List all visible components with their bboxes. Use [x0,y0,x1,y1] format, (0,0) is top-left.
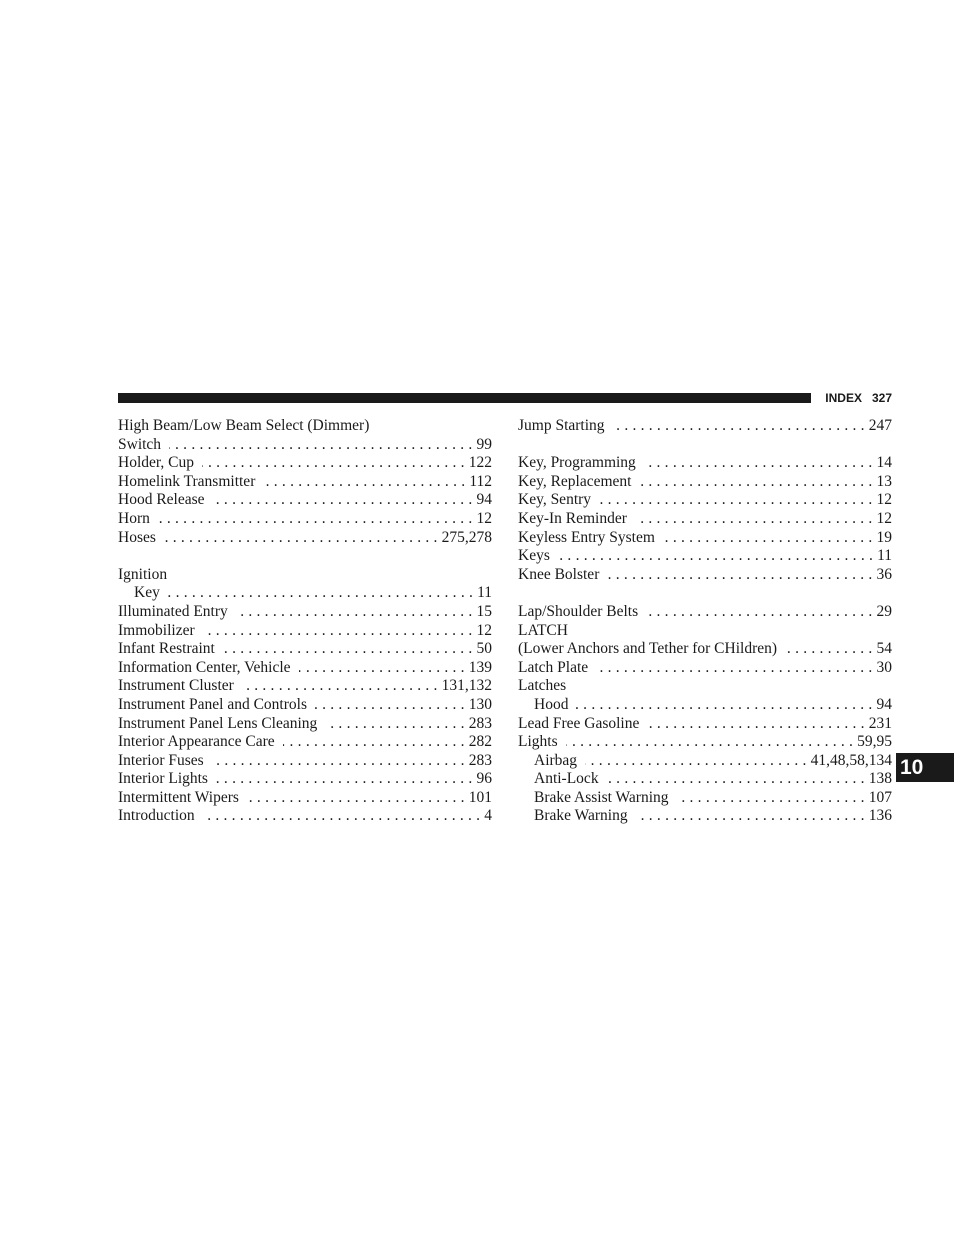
dot-leader [247,789,465,808]
index-entry [518,640,892,659]
index-subentry [518,770,892,789]
dot-leader [566,733,854,752]
entry-label: Brake Warning [534,807,628,825]
index-entry [118,529,492,548]
dot-leader [785,640,872,659]
entry-label: Airbag [534,751,578,769]
entry-label: Interior Appearance Care [118,733,275,751]
index-entry [118,454,492,473]
entry-pages: 139 [468,658,492,676]
index-subentry [118,584,492,603]
index-entry [118,696,492,715]
index-spacer [518,584,892,603]
index-entry [118,677,492,696]
entry-pages: 13 [876,472,892,490]
dot-leader [213,491,473,510]
entry-label: Key [134,584,160,602]
dot-leader [607,770,865,789]
dot-leader [315,696,465,715]
dot-leader [325,715,464,734]
index-entry [118,603,492,622]
entry-label: Latches [518,677,567,695]
index-heading [518,622,892,641]
entry-label: Hood [534,695,569,713]
entry-pages: 14 [876,454,892,472]
entry-pages: 12 [476,509,492,527]
dot-leader [168,584,473,603]
entry-pages: 15 [476,602,492,620]
entry-label: Hood Release [118,491,205,509]
entry-label: Infant Restraint [118,640,215,658]
dot-leader [212,752,465,771]
index-entry [118,436,492,455]
entry-label: Holder, Cup [118,454,195,472]
entry-pages: 122 [468,454,492,472]
dot-leader [644,454,873,473]
index-entry [518,733,892,752]
entry-label: Hoses [118,528,156,546]
entry-label: Introduction [118,807,195,825]
index-entry [118,770,492,789]
dot-leader [299,659,465,678]
dot-leader [647,715,864,734]
entry-label: Homelink Transmitter [118,472,256,490]
dot-leader [635,510,873,529]
entry-label: Lap/Shoulder Belts [518,602,639,620]
entry-label: Lead Free Gasoline [518,714,640,732]
running-header [825,390,892,406]
entry-pages: 36 [876,565,892,583]
entry-pages: 101 [468,788,492,806]
index-entry [118,733,492,752]
dot-leader [216,770,473,789]
entry-label: Anti-Lock [534,770,599,788]
entry-pages: 50 [476,640,492,658]
index-entry [518,417,892,436]
index-entry [518,473,892,492]
entry-pages: 130 [468,695,492,713]
entry-label: Brake Assist Warning [534,788,669,806]
dot-leader [169,436,472,455]
index-entry [518,529,892,548]
entry-pages: 282 [468,733,492,751]
entry-label: Immobilizer [118,621,195,639]
index-entry [118,715,492,734]
entry-pages: 54 [876,640,892,658]
entry-pages: 94 [476,491,492,509]
entry-label: Keys [518,547,550,565]
entry-pages: 41,48,58,134 [810,751,892,769]
index-entry [118,789,492,808]
entry-label: LATCH [518,621,568,639]
entry-label: High Beam/Low Beam Select (Dimmer) [118,417,370,434]
entry-pages: 59,95 [857,733,892,751]
index-subentry [518,807,892,826]
index-entry [118,622,492,641]
index-subentry [518,789,892,808]
entry-pages: 11 [477,584,492,602]
entry-label: Key, Replacement [518,472,632,490]
entry-pages: 94 [876,695,892,713]
dot-leader [236,603,473,622]
entry-pages: 4 [484,807,492,825]
entry-pages: 247 [868,417,892,434]
index-entry [118,640,492,659]
entry-label: Switch [118,435,162,453]
entry-pages: 107 [868,788,892,806]
dot-leader [558,547,873,566]
section-title: INDEX [825,391,862,405]
entry-label: Key-In Reminder [518,509,627,527]
index-entry [118,491,492,510]
dot-leader [202,454,465,473]
dot-leader [585,752,807,771]
dot-leader [636,807,865,826]
entry-label: Keyless Entry System [518,528,655,546]
index-heading [118,566,492,585]
dot-leader [677,789,865,808]
entry-label: Intermittent Wipers [118,788,239,806]
entry-label: Illuminated Entry [118,602,228,620]
index-subentry [518,696,892,715]
dot-leader [596,659,872,678]
entry-label: Key, Programming [518,454,636,472]
index-entry [118,473,492,492]
index-entry [518,547,892,566]
dot-leader [576,696,872,715]
entry-pages: 19 [876,528,892,546]
entry-label: Instrument Panel Lens Cleaning [118,714,318,732]
dot-leader [663,529,873,548]
entry-pages: 12 [876,509,892,527]
entry-pages: 138 [868,770,892,788]
page-number: 327 [871,391,892,405]
entry-pages: 96 [476,770,492,788]
dot-leader [283,733,465,752]
dot-leader [164,529,438,548]
index-column-left [118,417,492,826]
index-heading [118,417,492,436]
index-entry [518,454,892,473]
index-column-right [518,417,892,826]
entry-label: Key, Sentry [518,491,592,509]
entry-label: Instrument Cluster [118,677,234,695]
index-entry [118,807,492,826]
dot-leader [203,622,473,641]
entry-pages: 12 [476,621,492,639]
index-entry [518,603,892,622]
index-spacer [518,436,892,455]
index-heading [518,677,892,696]
entry-label: Interior Fuses [118,751,204,769]
entry-pages: 275,278 [441,528,492,546]
entry-label: Instrument Panel and Controls [118,695,307,713]
entry-label: (Lower Anchors and Tether for CHildren) [518,640,778,658]
dot-leader [613,417,865,436]
index-entry [118,510,492,529]
entry-label: Latch Plate [518,658,589,676]
dot-leader [158,510,473,529]
entry-label: Information Center, Vehicle [118,658,291,676]
dot-leader [203,807,481,826]
index-entry [518,491,892,510]
index-entry [118,659,492,678]
entry-label: Lights [518,733,558,751]
dot-leader [223,640,473,659]
entry-pages: 29 [876,602,892,620]
index-entry [518,566,892,585]
entry-label: Interior Lights [118,770,208,788]
entry-label: Jump Starting [518,417,605,434]
entry-label: Ignition [118,565,168,583]
dot-leader [639,473,872,492]
dot-leader [242,677,438,696]
dot-leader [263,473,465,492]
entry-pages: 136 [868,807,892,825]
dot-leader [599,491,872,510]
chapter-tab: 10 [896,753,954,782]
entry-pages: 283 [468,714,492,732]
entry-pages: 30 [876,658,892,676]
dot-leader [646,603,872,622]
index-subentry [518,752,892,771]
index-entry [118,752,492,771]
entry-pages: 283 [468,751,492,769]
entry-label: Knee Bolster [518,565,600,583]
header-rule [118,393,811,403]
entry-pages: 112 [469,472,492,490]
index-entry [518,715,892,734]
dot-leader [607,566,872,585]
entry-pages: 131,132 [441,677,492,695]
index-entry [518,510,892,529]
entry-pages: 231 [868,714,892,732]
entry-pages: 11 [877,547,892,565]
index-spacer [118,547,492,566]
entry-label: Horn [118,509,150,527]
entry-pages: 99 [476,435,492,453]
index-entry [518,659,892,678]
entry-pages: 12 [876,491,892,509]
